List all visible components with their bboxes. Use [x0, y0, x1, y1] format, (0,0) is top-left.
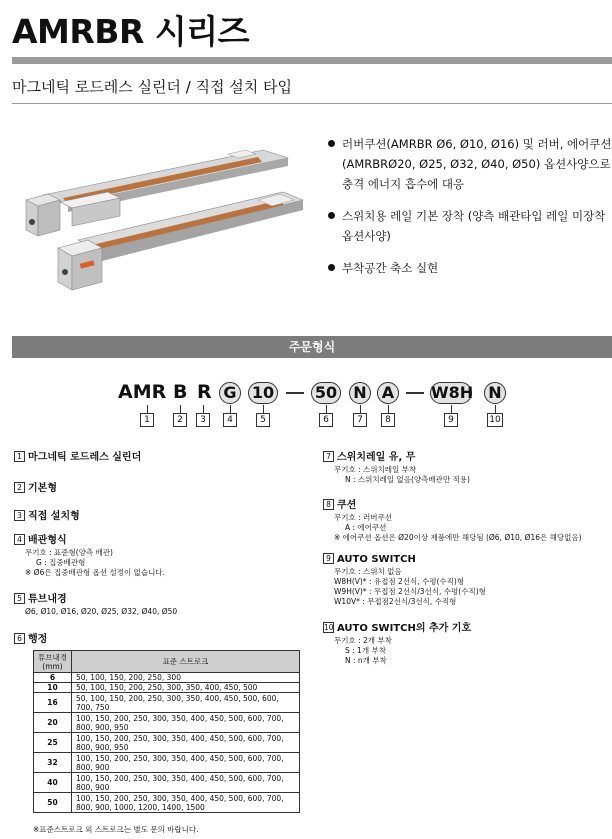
title-rule	[12, 57, 612, 64]
code-number: 7	[353, 413, 367, 427]
code-part: A	[377, 382, 399, 404]
code-part: W8H	[431, 383, 474, 402]
table-row: 16 50, 100, 150, 200, 250, 300, 350, 400, 450, 500, 600, 700, 750	[34, 693, 300, 713]
section-8: 8 쿠션 무기호 : 러버쿠션 A : 에어쿠션 ※ 에어쿠션 옵션은 Ø20이상 제품에만 해당됨 (Ø6, Ø10, Ø16은 해당없음)	[323, 499, 582, 543]
code-part: 50	[311, 382, 341, 404]
table-row: 25 100, 150, 200, 250, 300, 350, 400, 450, 500, 600, 700, 800, 900, 950	[34, 733, 300, 753]
section-10: 10 AUTO SWITCH의 추가 기호 무기호 : 2개 부착 S : 1개 부착 N : n개 부착	[324, 623, 472, 665]
code-part: N	[484, 382, 506, 404]
table-row: 32 100, 150, 200, 250, 300, 350, 400, 450, 500, 600, 700, 800, 900	[34, 753, 300, 773]
code-part: N	[349, 382, 371, 404]
code-number: 10	[487, 413, 503, 427]
section-2: 2 기본형	[14, 482, 57, 496]
code-part: G	[219, 382, 241, 404]
order-code-diagram	[118, 381, 518, 431]
section-6: 6 행정	[14, 633, 47, 647]
section-4: 4 배관형식 무기호 : 표준형(양측 배관) G : 집중배관형 ※ Ø6은 집중배관형 옵션 설정이 없습니다.	[14, 534, 165, 578]
section-3: 3 직접 설치형	[14, 510, 80, 524]
stroke-table	[33, 650, 300, 813]
feature-item: 부착공간 축소 실현	[328, 258, 612, 278]
product-image	[18, 140, 308, 300]
table-header: 튜브내경 (mm)	[34, 651, 72, 673]
section-1: 1 마그네틱 로드레스 실린더	[14, 451, 141, 465]
code-number: 2	[173, 413, 187, 427]
table-row: 40 100, 150, 200, 250, 300, 350, 400, 450, 500, 600, 700, 800, 900	[34, 773, 300, 793]
code-dash	[406, 392, 424, 394]
section-5: 5 튜브내경 Ø6, Ø10, Ø16, Ø20, Ø25, Ø32, Ø40, Ø50	[14, 593, 177, 617]
code-part: B	[173, 381, 188, 403]
code-number: 4	[223, 413, 237, 427]
code-number: 5	[256, 413, 270, 427]
code-number: 9	[444, 413, 458, 427]
feature-list	[328, 134, 612, 290]
table-row: 20 100, 150, 200, 250, 300, 350, 400, 450, 500, 600, 700, 800, 900, 950	[34, 713, 300, 733]
code-part: AMR	[118, 381, 167, 403]
section-7: 7 스위치레일 유, 무 무기호 : 스위치레일 부착 N : 스위치레일 없음(양측배관만 적용)	[323, 451, 470, 485]
order-format-band: 주문형식	[12, 336, 612, 358]
table-row: 6 50, 100, 150, 200, 250, 300	[34, 673, 300, 683]
code-dash	[286, 392, 304, 394]
page-title: AMRBR 시리즈	[12, 12, 249, 51]
code-number: 6	[319, 413, 333, 427]
code-number: 1	[140, 413, 154, 427]
feature-item: 스위치용 레일 기본 장착 (양측 배관타입 레일 미장착 옵션사양)	[328, 206, 612, 246]
code-number: 3	[196, 413, 210, 427]
page-subtitle: 마그네틱 로드레스 실린더 / 직접 설치 타입	[12, 78, 292, 96]
stroke-note: ※표준스트로크 외 스트로크는 별도 문의 바랍니다.	[33, 825, 199, 834]
feature-item: 러버쿠션(AMRBR Ø6, Ø10, Ø16) 및 러버, 에어쿠션(AMRBRØ20, Ø25, Ø32, Ø40, Ø50) 옵션사양으로 충격 에너지 흡수에 대응	[328, 134, 612, 194]
table-header: 표준 스트로크	[72, 651, 300, 673]
code-part: R	[197, 381, 212, 403]
code-part: 10	[248, 382, 278, 404]
table-row: 50 100, 150, 200, 250, 300, 350, 400, 450, 500, 600, 700, 800, 900, 1000, 1200, 1400, 1500	[34, 793, 300, 813]
section-9: 9 AUTO SWITCH 무기호 : 스위치 없음 W8H(V)* : 유접점 2선식, 수평(수직)형 W9H(V)* : 무접점 2선식/3선식, 수평(수직)형 W10V* : 무접점2선식/3선식, 수직형	[323, 553, 486, 607]
code-number: 8	[381, 413, 395, 427]
table-row: 10 50, 100, 150, 200, 250, 300, 350, 400, 450, 500	[34, 683, 300, 693]
subtitle-rule	[12, 103, 612, 104]
